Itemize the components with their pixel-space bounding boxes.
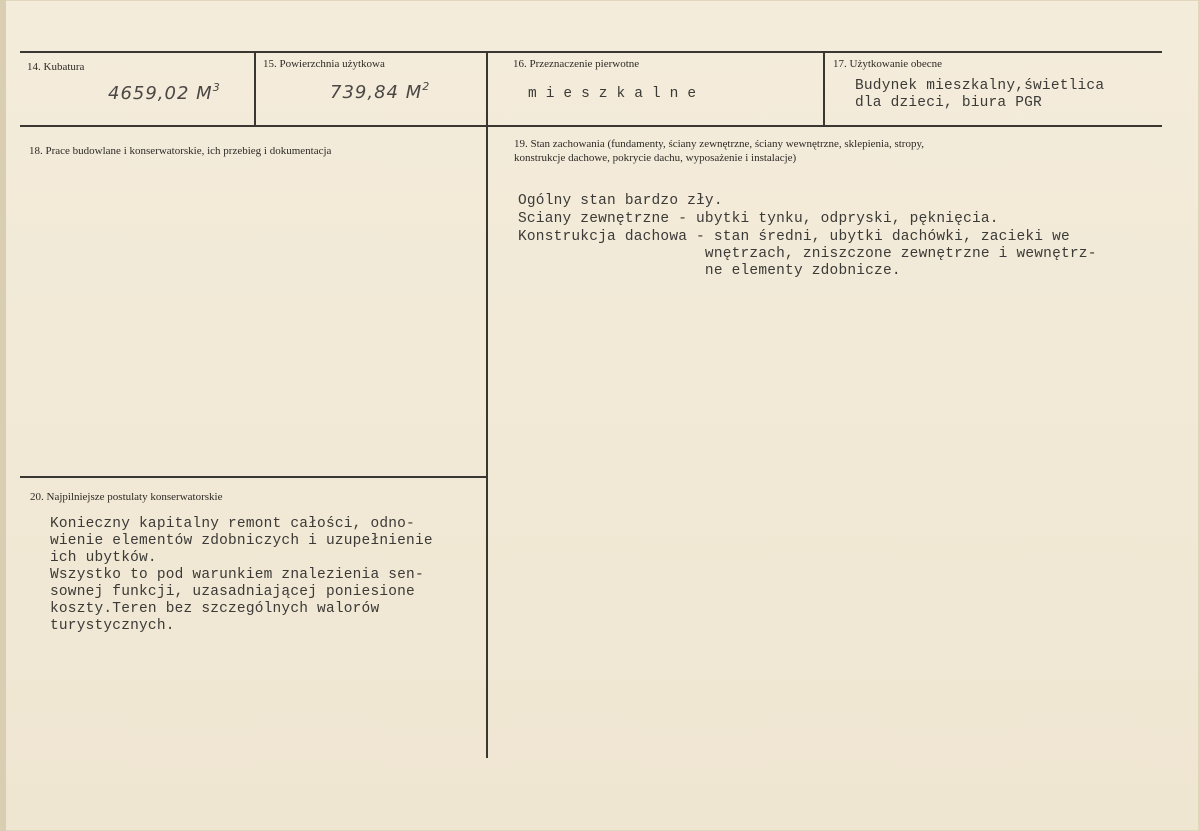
field-20-line-3: ich ubytków. [50, 550, 157, 566]
field-19-label-line-1: 19. Stan zachowania (fundamenty, ściany zewnętrzne, ściany wewnętrzne, sklepienia, stropy, [514, 138, 925, 150]
field-20-label: 20. Najpilniejsze postulaty konserwatorskie [30, 491, 223, 503]
field-19-line-3: Konstrukcja dachowa - stan średni, ubytki dachówki, zacieki we [518, 229, 1070, 245]
field-20-line-7: turystycznych. [50, 618, 175, 634]
field-14-number: 4659,02 M [108, 83, 213, 104]
field-15-number: 739,84 M [330, 82, 423, 103]
field-14-exponent: 3 [212, 81, 221, 94]
field-16-label: 16. Przeznaczenie pierwotne [513, 58, 640, 70]
divider-16-17 [823, 51, 825, 127]
field-17-line-2: dla dzieci, biura PGR [855, 95, 1042, 111]
field-20-line-6: koszty.Teren bez szczególnych walorów [50, 601, 380, 617]
field-20-line-1: Konieczny kapitalny remont całości, odno- [50, 516, 415, 532]
field-20-line-4: Wszystko to pod warunkiem znalezienia sen- [50, 567, 424, 583]
field-19-line-4: wnętrzach, zniszczone zewnętrzne i wewnętrz- [518, 246, 1097, 262]
divider-14-15 [254, 51, 256, 127]
field-16-value: mieszkalne [528, 86, 706, 102]
field-15-exponent: 2 [422, 80, 431, 93]
field-20-line-2: wienie elementów zdobniczych i uzupełnienie [50, 533, 433, 549]
field-18-label: 18. Prace budowlane i konserwatorskie, ich przebieg i dokumentacja [29, 145, 332, 157]
row1-bottom-rule [20, 125, 1162, 127]
field-17-line-1: Budynek mieszkalny,świetlica [855, 78, 1105, 94]
field-17-label: 17. Użytkowanie obecne [833, 58, 943, 70]
field-20-line-5: sownej funkcji, uzasadniającej poniesione [50, 584, 415, 600]
field20-top-rule [20, 476, 487, 478]
field-19-line-2: Sciany zewnętrzne - ubytki tynku, odpryski, pęknięcia. [518, 211, 999, 227]
card-edge [0, 0, 6, 831]
field-19-label-line-2: konstrukcje dachowe, pokrycie dachu, wyposażenie i instalacje) [514, 152, 797, 164]
field-14-value [108, 81, 221, 104]
field-19-line-1: Ogólny stan bardzo zły. [518, 193, 723, 209]
divider-main [486, 51, 488, 758]
field-15-label: 15. Powierzchnia użytkowa [263, 58, 385, 70]
field-19-line-5: ne elementy zdobnicze. [518, 263, 901, 279]
field-15-value [330, 80, 430, 103]
field-14-label: 14. Kubatura [27, 61, 85, 73]
top-rule [20, 51, 1162, 53]
